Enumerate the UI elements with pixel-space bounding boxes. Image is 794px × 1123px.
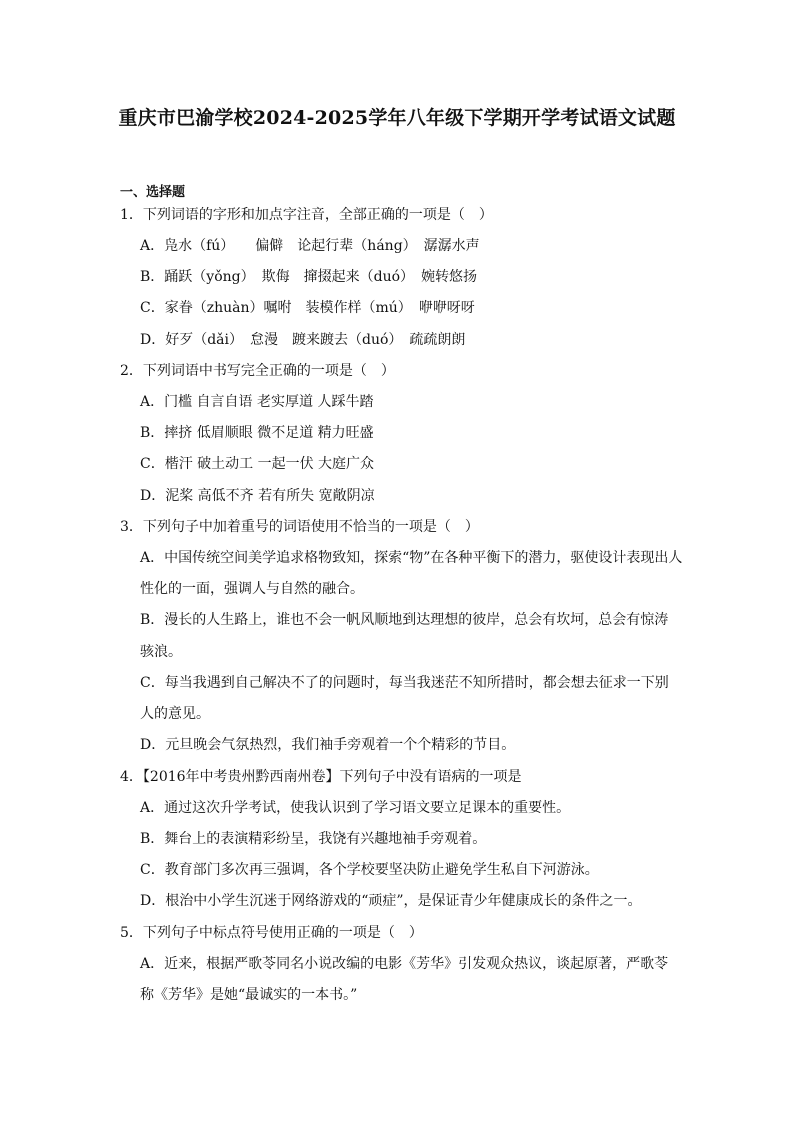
- question-3-option-a-continued: 性化的一面，强调人与自然的融合。: [140, 581, 364, 597]
- question-4-option-b: B．舞台上的表演精彩纷呈，我饶有兴趣地袖手旁观着。: [140, 831, 487, 847]
- question-1-option-c: C．家眷（zhuàn）嘱咐 装模作样（mú） 咿咿呀呀: [140, 300, 475, 316]
- question-4-option-d: D．根治中小学生沉迷于网络游戏的“顽症”，是保证青少年健康成长的条件之一。: [140, 893, 642, 909]
- question-2-option-a: A．门槛 自言自语 老实厚道 人踩牛踏: [140, 394, 374, 410]
- question-5-option-a: A．近来，根据严歌苓同名小说改编的电影《芳华》引发观众热议，谈起原著，严歌苓: [140, 956, 669, 972]
- question-4-stem: 4．【2016年中考贵州黔西南州卷】下列句子中没有语病的一项是: [120, 769, 522, 785]
- question-2-option-b: B．摔挤 低眉顺眼 微不足道 精力旺盛: [140, 425, 374, 441]
- question-3-option-b: B．漫长的人生路上，谁也不会一帆风顺地到达理想的彼岸，总会有坎坷，总会有惊涛: [140, 612, 669, 628]
- question-1-option-b: B．踊跃（yǒng） 欺侮 撺掇起来（duó） 婉转悠扬: [140, 269, 478, 285]
- question-2-option-c: C．楷汗 破土动工 一起一伏 大庭广众: [140, 456, 375, 472]
- question-3-option-a: A．中国传统空间美学追求格物致知，探索“物”在各种平衡下的潜力，驱使设计表现出人: [140, 550, 683, 566]
- question-3-option-b-continued: 骇浪。: [140, 644, 182, 660]
- question-4-option-a: A．通过这次升学考试，使我认识到了学习语文要立足课本的重要性。: [140, 800, 571, 816]
- question-3-option-c: C．每当我遇到自己解决不了的问题时，每当我迷茫不知所措时，都会想去征求一下别: [140, 675, 669, 691]
- question-1-stem: 1．下列词语的字形和加点字注音，全部正确的一项是（ ）: [120, 207, 493, 223]
- question-4-option-c: C．教育部门多次再三强调，各个学校要坚决防止避免学生私自下河游泳。: [140, 862, 599, 878]
- question-1-option-a: A．凫水（fú） 偏僻 论起行辈（háng） 潺潺水声: [140, 238, 480, 254]
- question-1-option-d: D．好歹（dǎi） 怠漫 踱来踱去（duó） 疏疏朗朗: [140, 332, 466, 348]
- question-3-option-c-continued: 人的意见。: [140, 706, 210, 722]
- question-3-stem: 3．下列句子中加着重号的词语使用不恰当的一项是（ ）: [120, 519, 479, 535]
- question-2-option-d: D．泥桨 高低不齐 若有所失 宽敞阴凉: [140, 488, 375, 504]
- section-heading: 一、选择题: [120, 185, 186, 200]
- question-2-stem: 2．下列词语中书写完全正确的一项是（ ）: [120, 363, 395, 379]
- question-5-stem: 5．下列句子中标点符号使用正确的一项是（ ）: [120, 925, 423, 941]
- question-5-option-a-continued: 称《芳华》是她“最诚实的一本书。”: [140, 987, 358, 1003]
- question-3-option-d: D．元旦晚会气氛热烈，我们袖手旁观着一个个精彩的节目。: [140, 737, 516, 753]
- exam-title: 重庆市巴渝学校2024-2025学年八年级下学期开学考试语文试题: [118, 107, 676, 129]
